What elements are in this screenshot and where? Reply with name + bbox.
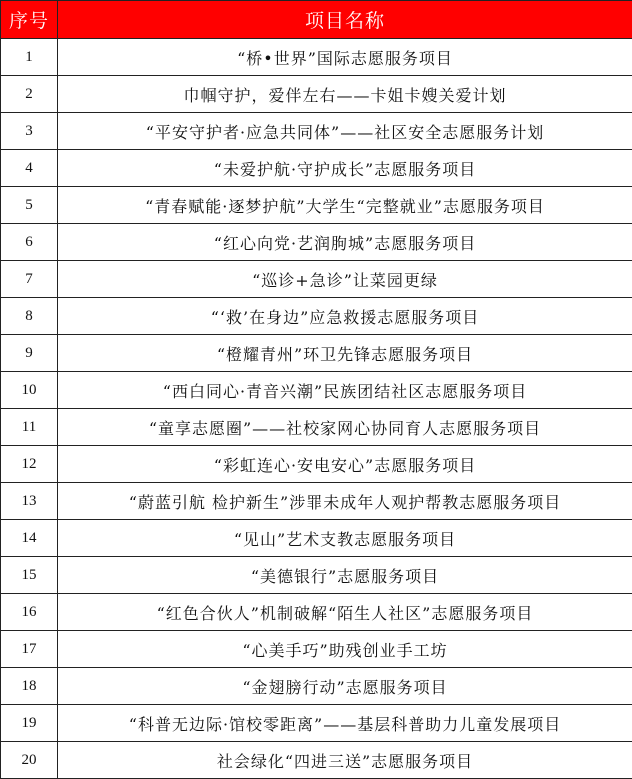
row-number: 14	[1, 520, 58, 557]
row-number: 1	[1, 39, 58, 76]
project-name: “红色合伙人”机制破解“陌生人社区”志愿服务项目	[58, 594, 632, 631]
row-number: 10	[1, 372, 58, 409]
row-number: 9	[1, 335, 58, 372]
project-name: 巾帼守护，爱伴左右——卡姐卡嫂关爱计划	[58, 76, 632, 113]
row-number: 4	[1, 150, 58, 187]
project-name: “红心向党·艺润朐城”志愿服务项目	[58, 224, 632, 261]
table-row	[1, 631, 632, 668]
table-row	[1, 705, 632, 742]
table-row	[1, 594, 632, 631]
table-row	[1, 483, 632, 520]
table-row	[1, 150, 632, 187]
table-row	[1, 446, 632, 483]
project-name: “美德银行”志愿服务项目	[58, 557, 632, 594]
project-name: “未爱护航·守护成长”志愿服务项目	[58, 150, 632, 187]
table-row	[1, 409, 632, 446]
row-number: 16	[1, 594, 58, 631]
table-row	[1, 372, 632, 409]
table-row	[1, 668, 632, 705]
row-number: 7	[1, 261, 58, 298]
row-number: 6	[1, 224, 58, 261]
project-name: “桥•世界”国际志愿服务项目	[58, 39, 632, 76]
row-number: 11	[1, 409, 58, 446]
project-name: “心美手巧”助残创业手工坊	[58, 631, 632, 668]
table-row	[1, 224, 632, 261]
project-name: “科普无边际·馆校零距离”——基层科普助力儿童发展项目	[58, 705, 632, 742]
table-row	[1, 113, 632, 150]
table-row	[1, 39, 632, 76]
project-name: “童享志愿圈”——社校家网心协同育人志愿服务项目	[58, 409, 632, 446]
table-row	[1, 261, 632, 298]
project-name: “青春赋能·逐梦护航”大学生“完整就业”志愿服务项目	[58, 187, 632, 224]
table-row	[1, 187, 632, 224]
row-number: 13	[1, 483, 58, 520]
table-row	[1, 76, 632, 113]
row-number: 2	[1, 76, 58, 113]
table-row	[1, 742, 632, 779]
project-name: “橙耀青州”环卫先锋志愿服务项目	[58, 335, 632, 372]
project-name: 社会绿化“四进三送”志愿服务项目	[58, 742, 632, 779]
project-name: “‘救’在身边”应急救援志愿服务项目	[58, 298, 632, 335]
header-row	[1, 1, 632, 39]
project-name: “西白同心·青音兴潮”民族团结社区志愿服务项目	[58, 372, 632, 409]
row-number: 15	[1, 557, 58, 594]
project-name: “金翅膀行动”志愿服务项目	[58, 668, 632, 705]
row-number: 17	[1, 631, 58, 668]
header-num: 序号	[1, 1, 58, 39]
table-body	[1, 39, 632, 779]
table-row	[1, 298, 632, 335]
project-name: “见山”艺术支教志愿服务项目	[58, 520, 632, 557]
row-number: 19	[1, 705, 58, 742]
row-number: 20	[1, 742, 58, 779]
table-header	[1, 1, 632, 39]
table-row	[1, 557, 632, 594]
table-row	[1, 520, 632, 557]
row-number: 3	[1, 113, 58, 150]
table-row	[1, 335, 632, 372]
project-name: “平安守护者·应急共同体”——社区安全志愿服务计划	[58, 113, 632, 150]
header-name: 项目名称	[58, 1, 632, 39]
project-name: “彩虹连心·安电安心”志愿服务项目	[58, 446, 632, 483]
row-number: 8	[1, 298, 58, 335]
project-name: “巡诊+急诊”让菜园更绿	[58, 261, 632, 298]
row-number: 18	[1, 668, 58, 705]
project-name: “蔚蓝引航 检护新生”涉罪未成年人观护帮教志愿服务项目	[58, 483, 632, 520]
row-number: 5	[1, 187, 58, 224]
row-number: 12	[1, 446, 58, 483]
